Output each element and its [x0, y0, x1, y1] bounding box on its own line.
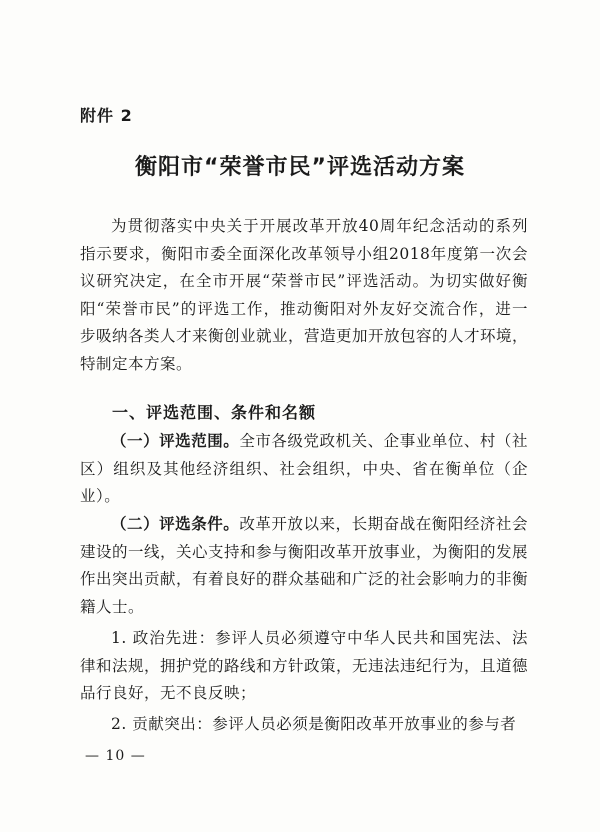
annex-label: 附件 2 — [80, 106, 133, 125]
scope-paragraph — [80, 428, 528, 511]
condition-item-1-text: 参评人员必须遵守中华人民共和国宪法、法律和法规，拥护党的路线和方针政策，无违法违纪行为，且道德品行良好，无不良反映； — [80, 629, 529, 702]
condition-item-1-lead: 1. 政治先进： — [111, 629, 216, 647]
condition-item-2-lead: 2. 贡献突出： — [111, 715, 213, 733]
conditions-text: 改革开放以来，长期奋战在衡阳经济社会建设的一线，关心支持和参与衡阳改革开放事业，为衡阳的发展作出突出贡献，有着良好的群众基础和广泛的社会影响力的非衡籍人士。 — [80, 515, 529, 616]
page-number: — 10 — — [85, 748, 146, 764]
conditions-lead: （二）评选条件。 — [111, 515, 240, 533]
intro-paragraph: 为贯彻落实中央关于开展改革开放40周年纪念活动的系列指示要求，衡阳市委全面深化改革领导小组2018年度第一次会议研究决定，在全市开展“荣誉市民”评选活动。为切实做好衡阳“荣誉市民”的评选工作，推动衡阳对外友好交流合作，进一步吸纳各类人才来衡创业就业，营造更加开放包容的人才环境，特制定本方案。 — [80, 217, 529, 373]
scope-lead: （一）评选范围。 — [111, 432, 240, 450]
condition-item-2 — [80, 711, 528, 739]
scope-text: 全市各级党政机关、企事业单位、村（社区）组织及其他经济组织、社会组织，中央、省在衡单位（企业）。 — [80, 432, 528, 505]
conditions-paragraph — [80, 511, 528, 621]
section-heading: 一、评选范围、条件和名额 — [112, 403, 317, 422]
condition-item-1 — [80, 625, 528, 708]
document-title: 衡阳市“荣誉市民”评选活动方案 — [135, 155, 465, 180]
condition-item-2-text: 参评人员必须是衡阳改革开放事业的参与者 — [212, 715, 517, 733]
